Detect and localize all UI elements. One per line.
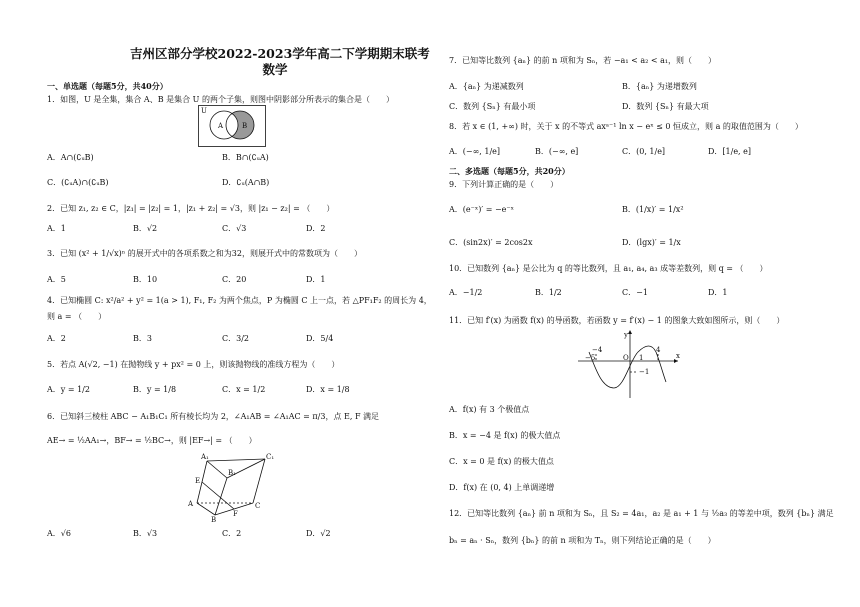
q8-stem: 8．若 x ∈ (1, +∞) 时，关于 x 的不等式 axᵃ⁻¹ ln x − eˣ ≤ 0 恒成立，则 a 的取值范围为（ ）	[449, 122, 803, 131]
q4-option-a: A．2	[47, 334, 66, 343]
q8-option-b: B．(−∞, e]	[535, 147, 579, 156]
q8-option-d: D．[1/e, e]	[708, 147, 751, 156]
q11-option-d: D．f(x) 在 (0, 4) 上单调递增	[449, 483, 555, 492]
q4-option-d: D．5/4	[306, 334, 334, 343]
q10-option-a: A．−1/2	[449, 288, 483, 297]
venn-label-b: B	[242, 122, 248, 130]
q12-stem: 12．已知等比数列 {aₙ} 前 n 项和为 Sₙ，且 S₂ = 4a₁，a₂ 是 a₁ + 1 与 ½a₃ 的等差中项，数列 {bₙ} 满足	[449, 509, 834, 518]
q1-stem: 1．如图，U 是全集，集合 A、B 是集合 U 的两个子集，则图中阴影部分所表示的集合是（ ）	[47, 95, 394, 104]
q4-stem-2: 则 a = （ ）	[47, 312, 107, 321]
q11-stem: 11．已知 f′(x) 为函数 f(x) 的导函数，若函数 y = f′(x) − 1 的图象大致如图所示，则（ ）	[449, 316, 785, 325]
section-single-choice: 一、单选题（每题5分，共40分）	[47, 81, 168, 91]
q9-option-c: C．(sin2x)′ = 2cos2x	[449, 238, 533, 247]
prism-label-c: C	[255, 502, 261, 510]
q4-stem: 4．已知椭圆 C: x²/a² + y² = 1(a > 1), F₁, F₂ 为两个焦点，P 为椭圆 C 上一点，若 △PF₁F₂ 的周长为 4，	[47, 296, 432, 305]
q5-stem: 5．若点 A(√2, −1) 在抛物线 y + px² = 0 上，则该抛物线的准线方程为（ ）	[47, 360, 340, 369]
prism-label-f: F	[233, 510, 238, 518]
derivative-graph	[578, 330, 683, 400]
q11-option-a: A．f(x) 有 3 个极值点	[449, 405, 530, 414]
q6-stem: 6．已知斜三棱柱 ABC − A₁B₁C₁ 所有棱长均为 2，∠A₁AB = ∠A₁AC = π/3，点 E, F 满足	[47, 412, 380, 421]
q11-option-c: C．x = 0 是 f(x) 的极大值点	[449, 457, 554, 466]
graph-label-y: y	[624, 331, 628, 339]
q10-stem: 10．已知数列 {aₙ} 是公比为 q 的等比数列，且 a₁, a₄, a₃ 成等差数列，则 q = （ ）	[449, 264, 768, 273]
venn-label-a: A	[218, 122, 224, 130]
q7-option-b: B．{aₙ} 为递增数列	[622, 82, 697, 91]
q1-option-a: A．A∩(∁ᵤB)	[47, 153, 94, 162]
graph-label-m5: −5	[585, 354, 596, 362]
q6-option-c: C．2	[222, 529, 242, 538]
prism-label-e: E	[195, 477, 201, 485]
graph-label-p4: 4	[656, 346, 661, 354]
q6-option-a: A．√6	[47, 529, 71, 538]
q8-option-a: A．(−∞, 1/e]	[449, 147, 500, 156]
venn-label-u: U	[201, 107, 207, 115]
q2-option-c: C．√3	[222, 224, 247, 233]
q7-stem: 7．已知等比数列 {aₙ} 的前 n 项和为 Sₙ，若 −a₁ < a₂ < a₁，则（ ）	[449, 56, 717, 65]
q5-option-b: B．y = 1/8	[133, 385, 177, 394]
prism-label-a1: A₁	[201, 453, 209, 461]
page-title: 吉州区部分学校2022-2023学年高二下学期期末联考	[130, 46, 430, 61]
q3-option-c: C．20	[222, 275, 247, 284]
q2-option-a: A．1	[47, 224, 66, 233]
q1-option-b: B．B∩(∁ᵤA)	[222, 153, 269, 162]
q11-option-b: B．x = −4 是 f(x) 的极大值点	[449, 431, 561, 440]
subject-title: 数学	[262, 62, 288, 77]
q8-option-c: C．(0, 1/e]	[622, 147, 666, 156]
graph-label-p1: 1	[639, 354, 644, 362]
q1-option-d: D．∁ᵤ(A∩B)	[222, 178, 270, 187]
q6-option-b: B．√3	[133, 529, 158, 538]
q7-option-a: A．{aₙ} 为递减数列	[449, 82, 524, 91]
prism-label-b1: B₁	[228, 469, 236, 477]
q3-option-b: B．10	[133, 275, 158, 284]
q4-option-c: C．3/2	[222, 334, 249, 343]
q5-option-c: C．x = 1/2	[222, 385, 266, 394]
q1-option-c: C．(∁ᵤA)∩(∁ᵤB)	[47, 178, 109, 187]
q2-stem: 2．已知 z₁, z₂ ∈ C，|z₁| = |z₂| = 1，|z₁ + z₂| = √3，则 |z₁ − z₂| = （ ）	[47, 204, 335, 213]
q3-option-a: A．5	[47, 275, 66, 284]
prism-label-c1: C₁	[266, 453, 275, 461]
prism-diagram	[185, 453, 280, 523]
q5-option-a: A．y = 1/2	[47, 385, 90, 394]
graph-label-m4: −4	[592, 346, 603, 354]
q10-option-d: D．1	[708, 288, 728, 297]
graph-label-origin: O	[623, 354, 629, 362]
q3-stem: 3．已知 (x² + 1/√x)ⁿ 的展开式中的各项系数之和为32，则展开式中的常数项为（ ）	[47, 249, 362, 258]
q12-stem-2: bₙ = aₙ · Sₙ，数列 {bₙ} 的前 n 项和为 Tₙ，则下列结论正确的是（ ）	[449, 536, 716, 545]
q3-option-d: D．1	[306, 275, 326, 284]
venn-diagram	[198, 105, 266, 147]
q10-option-c: C．−1	[622, 288, 648, 297]
q9-option-b: B．(1/x)′ = 1/x²	[622, 205, 684, 214]
q6-option-d: D．√2	[306, 529, 331, 538]
section-multi-choice: 二、多选题（每题5分，共20分）	[449, 166, 570, 176]
q4-option-b: B．3	[133, 334, 152, 343]
q9-stem: 9．下列计算正确的是（ ）	[449, 180, 559, 189]
graph-label-m1: −1	[639, 368, 650, 376]
q2-option-d: D．2	[306, 224, 326, 233]
q9-option-d: D．(lgx)′ = 1/x	[622, 238, 681, 247]
graph-label-x: x	[676, 352, 680, 360]
q7-option-c: C．数列 {Sₙ} 有最小项	[449, 102, 536, 111]
prism-label-b: B	[211, 516, 217, 524]
q7-option-d: D．数列 {Sₙ} 有最大项	[622, 102, 709, 111]
q10-option-b: B．1/2	[535, 288, 562, 297]
q2-option-b: B．√2	[133, 224, 158, 233]
q6-stem-2: AE→ = ½AA₁→，BF→ = ½BC→，则 |EF→| = （ ）	[47, 436, 257, 445]
prism-label-a: A	[188, 500, 194, 508]
q9-option-a: A．(e⁻ˣ)′ = −e⁻ˣ	[449, 205, 515, 214]
q5-option-d: D．x = 1/8	[306, 385, 350, 394]
